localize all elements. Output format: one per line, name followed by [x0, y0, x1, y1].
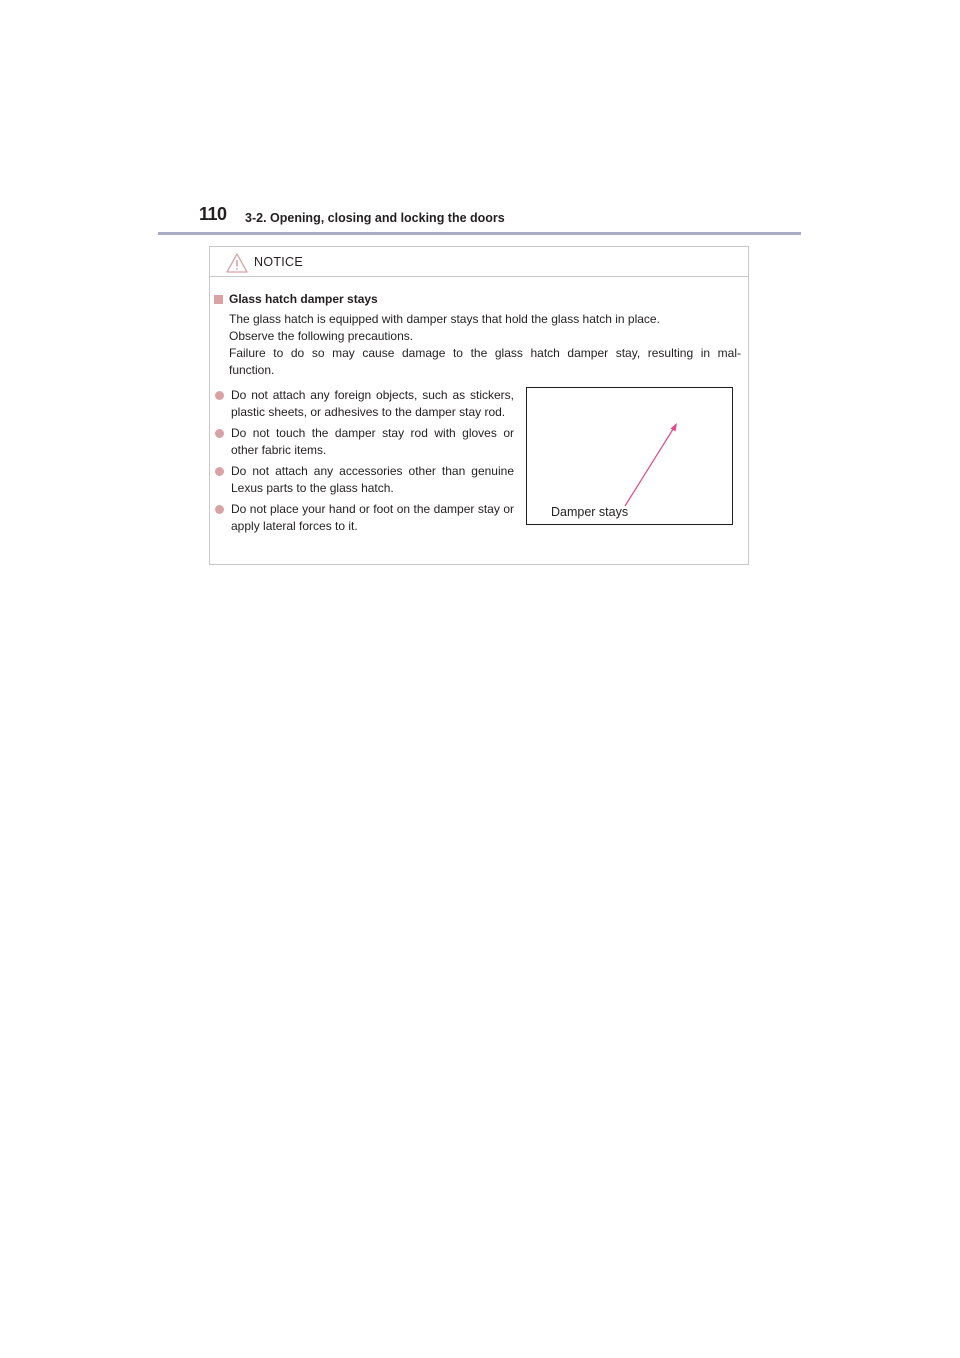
warning-icon [226, 253, 248, 273]
header-rule [158, 232, 801, 235]
figure-label: Damper stays [551, 505, 629, 519]
notice-label: NOTICE [254, 255, 304, 269]
intro-line: Observe the following precautions. [229, 329, 414, 343]
bullet-dot-icon [215, 429, 224, 438]
list-item [215, 425, 514, 459]
intro-text [229, 311, 741, 379]
notice-header [210, 247, 748, 277]
list-item-text: Do not attach any foreign objects, such as stickers, plastic sheets, or adhesives to the damper stay rod. [231, 388, 514, 419]
list-item-text: Do not attach any accessories other than genuine Lexus parts to the glass hatch. [231, 464, 514, 495]
bullet-dot-icon [215, 505, 224, 514]
list-item [215, 387, 514, 421]
precaution-list [215, 387, 514, 539]
callout-arrow-icon [527, 388, 732, 524]
list-item [215, 463, 514, 497]
subheading-text: Glass hatch damper stays [229, 292, 378, 306]
intro-line: Failure to do so may cause damage to the glass hatch damper stay, resulting in mal- [229, 346, 741, 360]
section-title: 3-2. Opening, closing and locking the doors [245, 211, 505, 225]
page-number: 110 [199, 204, 227, 224]
intro-line: function. [229, 363, 275, 377]
square-bullet-icon [214, 295, 223, 304]
damper-stay-illustration [526, 387, 733, 525]
notice-box [209, 246, 749, 565]
list-item [215, 501, 514, 535]
notice-subheading [214, 292, 378, 306]
bullet-dot-icon [215, 467, 224, 476]
list-item-text: Do not touch the damper stay rod with gloves or other fabric items. [231, 426, 514, 457]
intro-line: The glass hatch is equipped with damper stays that hold the glass hatch in place. [229, 312, 660, 326]
list-item-text: Do not place your hand or foot on the damper stay or apply lateral forces to it. [231, 502, 514, 533]
bullet-dot-icon [215, 391, 224, 400]
